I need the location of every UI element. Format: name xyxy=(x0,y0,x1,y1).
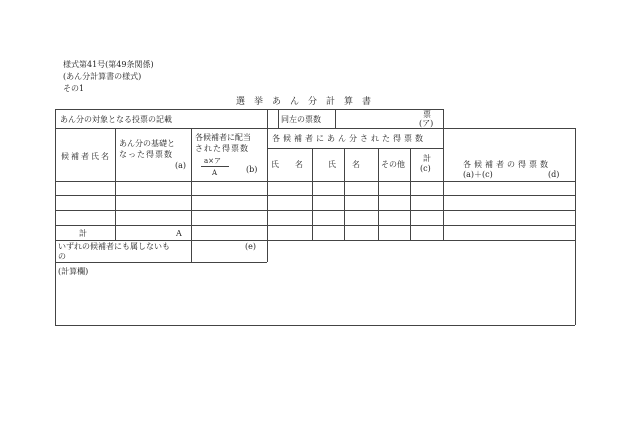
table-line xyxy=(55,181,575,182)
allocated-group-header: 各候補者にあん分された得票数 xyxy=(272,134,426,143)
form-part: その1 xyxy=(63,84,85,93)
allocated-code: (b) xyxy=(246,165,258,174)
sub-name-1: 氏 名 xyxy=(271,160,303,169)
table-line xyxy=(444,128,575,129)
table-line xyxy=(55,210,575,211)
sub-total-code: (c) xyxy=(420,164,431,173)
sub-other: その他 xyxy=(381,160,405,169)
table-line xyxy=(55,240,575,241)
form-title: 選 挙 あ ん 分 計 算 書 xyxy=(236,97,372,107)
allocated-header-1: 各候補者に配当 xyxy=(195,133,251,142)
table-border-right xyxy=(575,128,576,325)
fraction-bar xyxy=(201,166,229,167)
candidate-name-header: 候補者氏名 xyxy=(61,152,111,161)
table-border-bottom xyxy=(55,325,575,326)
base-votes-code: (a) xyxy=(175,161,187,170)
table-line xyxy=(410,148,411,240)
fraction-numerator: a×ア xyxy=(204,157,222,165)
none-belonging-label-1: いずれの候補者にも属しないも xyxy=(58,242,170,251)
sub-name-2: 氏 名 xyxy=(328,160,360,169)
base-votes-header-2: なった得票数 xyxy=(119,150,173,159)
target-ballot-label: あん分の対象となる投票の記載 xyxy=(60,115,172,124)
a-mark: (ア) xyxy=(419,119,434,128)
table-line xyxy=(267,109,268,262)
base-votes-header-1: あん分の基礎と xyxy=(119,139,175,148)
final-code: (d) xyxy=(548,170,560,179)
table-border-top xyxy=(55,109,444,110)
table-line xyxy=(378,148,379,240)
table-line xyxy=(312,148,313,240)
table-line xyxy=(191,128,192,262)
allocated-header-2: された得票数 xyxy=(195,144,249,153)
table-line xyxy=(115,128,116,240)
table-line xyxy=(55,225,575,226)
table-line xyxy=(268,148,443,149)
table-line xyxy=(278,109,279,128)
same-votes-label: 同左の票数 xyxy=(281,115,321,124)
table-line xyxy=(55,195,575,196)
fraction-denominator: A xyxy=(212,169,218,177)
form-number: 様式第41号(第49条関係) xyxy=(63,60,154,69)
table-line xyxy=(55,262,267,263)
total-label: 計 xyxy=(79,229,87,238)
votes-unit-label: 票 xyxy=(423,110,431,119)
final-formula: (a)＋(c) xyxy=(463,170,493,179)
none-belonging-label-2: の xyxy=(58,252,66,261)
form-subtitle: (あん分計算書の様式) xyxy=(63,72,142,81)
sub-total: 計 xyxy=(423,154,431,163)
final-votes-header: 各候補者の得票数 xyxy=(463,160,551,169)
calculation-area-label: (計算欄) xyxy=(58,267,89,276)
table-line xyxy=(443,109,444,240)
none-belonging-code: (e) xyxy=(245,242,256,251)
total-A: A xyxy=(176,229,182,238)
table-line xyxy=(55,128,444,129)
table-line xyxy=(335,109,336,128)
table-border-left xyxy=(55,109,56,325)
